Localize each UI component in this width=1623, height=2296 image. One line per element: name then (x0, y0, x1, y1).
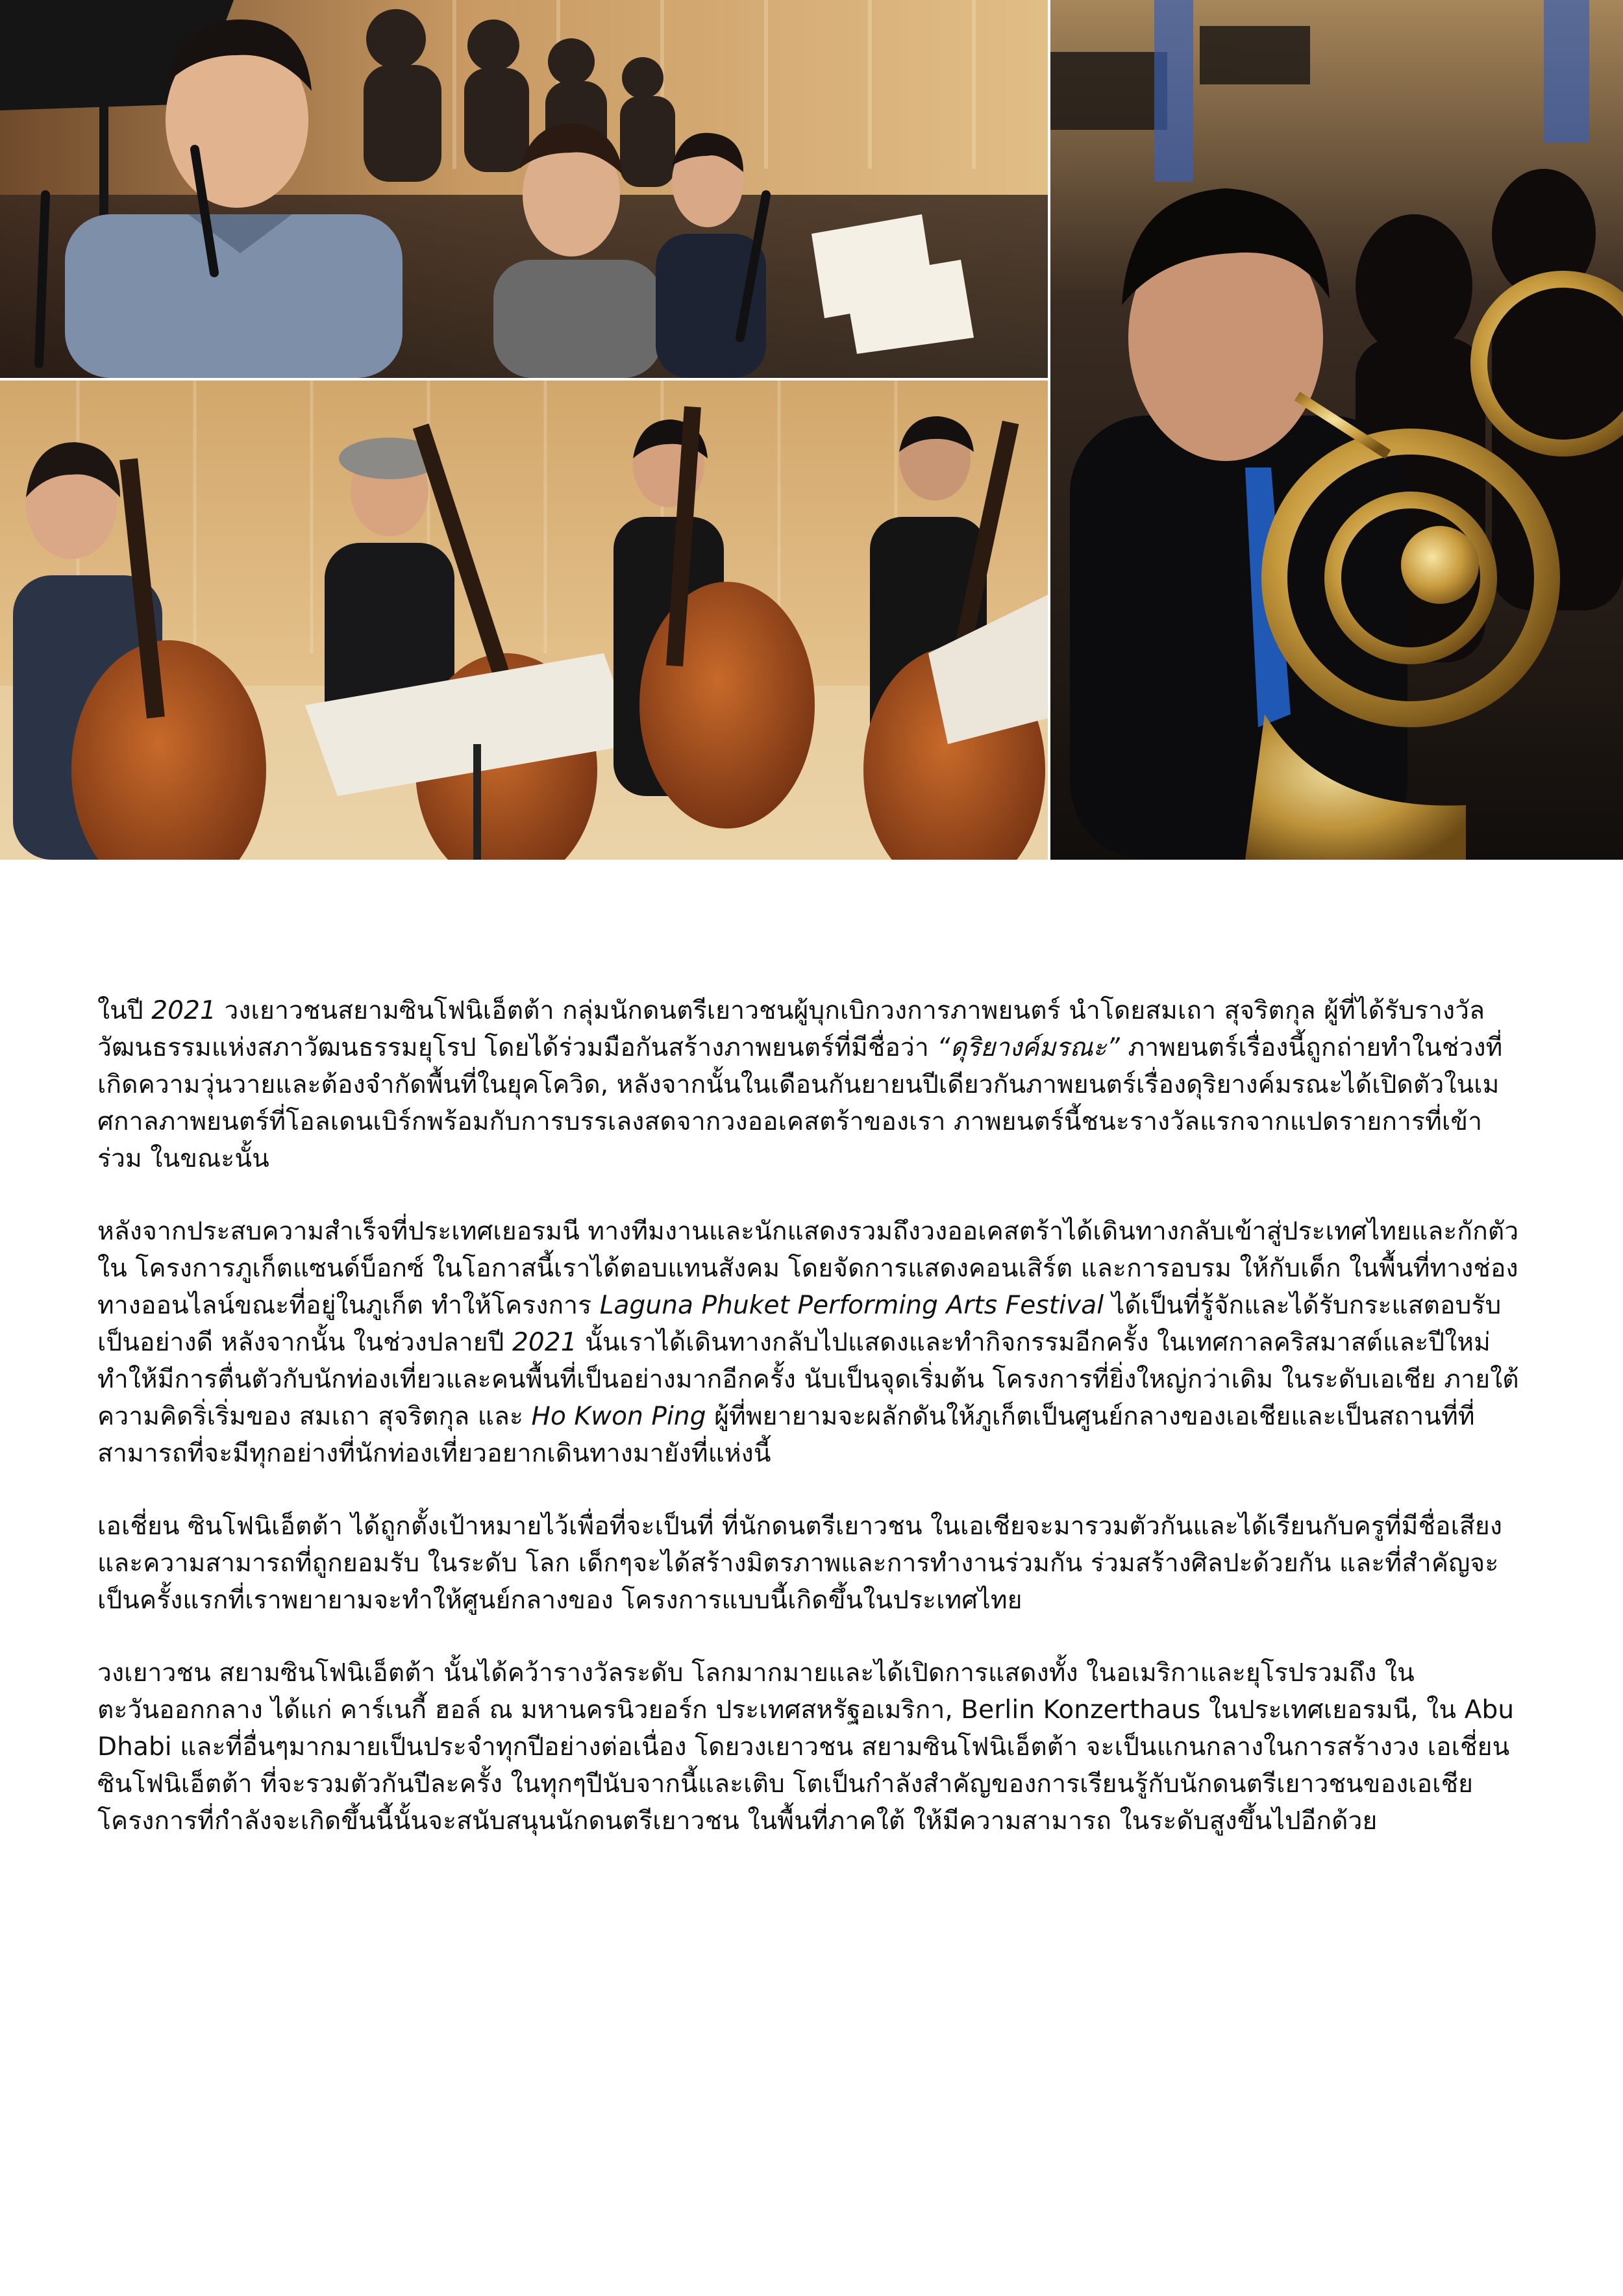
italic-text: “ดุริยางค์มรณะ” (937, 1033, 1120, 1062)
orchestra-rehearsal-photo (0, 0, 1048, 378)
text-run: วงเยาวชนสยามซินโฟนิเอ็ตต้า กลุ่มนักดนตรีเยาวชนผู้บุกเบิกวงการภาพยนตร์ นำโดยสมเถา สุจริตกุล ผู้ที่ได้รับรางวัลวัฒนธรรมแห่งสภาวัฒนธรรมยุโรป โดยได้ร่วมมือกันสร้างภาพยนตร์ที่มีชื่อว่า (97, 996, 1485, 1062)
text-run: เอเชี่ยน ซินโฟนิเอ็ตต้า ได้ถูกตั้งเป้าหมายไว้เพื่อที่จะเป็นที่ ที่นักดนตรีเยาวชน ในเอเชียจะมารวมตัวกันและได้เรียนกับครูที่มีชื่อเสียงและความสามารถที่ถูกยอมรับ ในระดับ โลก เด็กๆจะได้สร้างมิตรภาพและการทำงานร่วมกัน ร่วมสร้างศิลปะด้วยกัน และที่สำคัญจะเป็นครั้งแรกที่เราพยายามจะทำให้ศูนย์กลางของ โครงการแบบนี้เกิดขึ้นในประเทศไทย (97, 1512, 1503, 1615)
text-run: ภาพยนตร์เรื่องนี้ถูกถ่ายทำในช่วงที่เกิดความวุ่นวายและต้องจำกัดพื้นที่ในยุคโควิด, หลังจากนั้นในเดือนกันยายนปีเดียวกันภาพยนตร์เรื่องดุริยางค์มรณะได้เปิดตัวในเมศกาลภาพยนตร์ที่โอลเดนเบิร์กพร้อมกับการบรรเลงสดจากวงออเคสตร้าของเรา ภาพยนตร์นี้ชนะรางวัลแรกจากแปดรายการที่เข้าร่วม ในขณะนั้น (97, 1033, 1503, 1173)
french-horn-player-photo (1050, 0, 1623, 860)
article-paragraph (97, 992, 1526, 1177)
article-body (97, 992, 1526, 1875)
double-bass-section-photo (0, 381, 1048, 860)
article-paragraph (97, 1654, 1526, 1840)
text-run: นั้นเราได้เดินทางกลับไปแสดงและทำกิจกรรมอีกครั้ง ในเทศกาลคริสมาสต์และปีใหม่ทำให้มีการตื่นตัวกับนักท่องเที่ยวและคนพื้นที่เป็นอย่างมากอีกครั้ง นับเป็นจุดเริ่มต้น โครงการที่ยิ่งใหญ่กว่าเดิม ในระดับเอเชีย ภายใต้ความคิดริ่เริ่มของ สมเถา สุจริตกุล และ (97, 1328, 1519, 1431)
italic-text: 2021 (512, 1328, 577, 1357)
italic-text: Laguna Phuket Performing Arts Festival (599, 1291, 1104, 1320)
article-paragraph (97, 1508, 1526, 1619)
text-run: ผู้ที่พยายามจะผลักดันให้ภูเก็ตเป็นศูนย์กลางของเอเชียและเป็นสถานที่ที่สามารถที่จะมีทุกอย่างที่นักท่องเที่ยวอยากเดินทางมายังที่แห่งนี้ (97, 1402, 1475, 1468)
text-run: วงเยาวชน สยามซินโฟนิเอ็ตต้า นั้นได้คว้ารางวัลระดับ โลกมากมายและได้เปิดการแสดงทั้ง ในอเมริกาและยุโรปรวมถึง ในตะวันออกกลาง ได้แก่ คาร์เนกี้ ฮอล์ ณ มหานครนิวยอร์ก ประเทศสหรัฐอเมริกา, Berlin Konzerthaus ในประเทศเยอรมนี, ใน Abu Dhabi และที่อื่นๆมากมายเป็นประจำทุกปีอย่างต่อเนื่อง โดยวงเยาวชน สยามซินโฟนิเอ็ตต้า จะเป็นแกนกลางในการสร้างวง เอเชี่ยน ซินโฟนิเอ็ตต้า ที่จะรวมตัวกันปีละครั้ง ในทุกๆปีนับจากนี้และเติบ โตเป็นกำลังสำคัญของการเรียนรู้กับนักดนตรีเยาวชนของเอเชีย โครงการที่กำลังจะเกิดขึ้นนี้นั้นจะสนับสนุนนักดนตรีเยาวชน ในพื้นที่ภาคใต้ ให้มีความสามารถ ในระดับสูงขึ้นไปอีกด้วย (97, 1658, 1515, 1836)
italic-text: Ho Kwon Ping (531, 1402, 706, 1431)
text-run: ได้เป็นที่รู้จักและได้รับกระแสตอบรับเป็นอย่างดี หลังจากนั้น ในช่วงปลายปี (97, 1291, 1502, 1357)
italic-text: 2021 (151, 996, 216, 1025)
text-run: ในปี (97, 996, 152, 1025)
text-run: หลังจากประสบความสำเร็จที่ประเทศเยอรมนี ทางทีมงานและนักแสดงรวมถึงวงออเคสตร้าได้เดินทางกลับเข้าสู่ประเทศไทยและกักตัวใน โครงการภูเก็ตแซนด์บ็อกซ์ ในโอกาสนี้เราได้ตอบแทนสังคม โดยจัดการแสดงคอนเสิร์ต และการอบรม ให้กับเด็ก ในพื้นที่ทางช่องทางออนไลน์ขณะที่อยู่ในภูเก็ต ทำให้โครงการ (97, 1217, 1519, 1320)
article-paragraph (97, 1213, 1526, 1472)
